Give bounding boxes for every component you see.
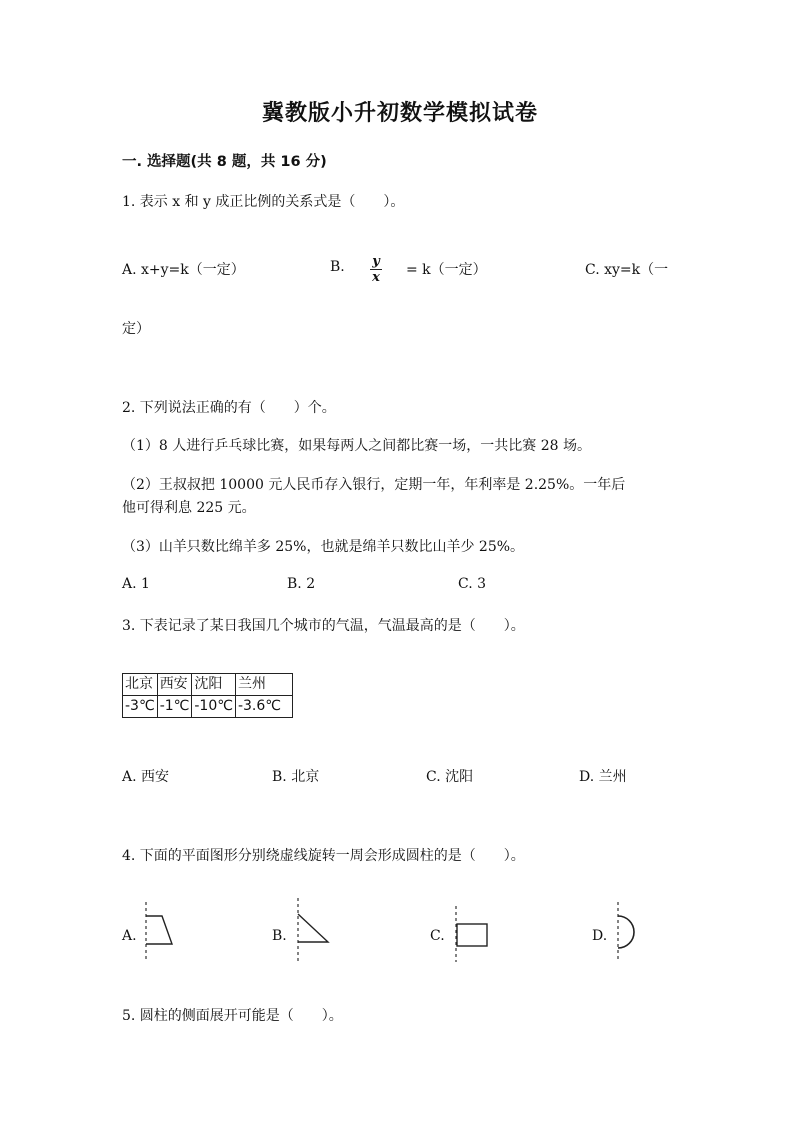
table-value-cell: -1℃: [157, 696, 192, 718]
table-header-cell: 西安: [157, 674, 192, 696]
table-value-cell: -3.6℃: [235, 696, 292, 718]
right-triangle-figure: [290, 896, 334, 964]
table-header-cell: 北京: [123, 674, 158, 696]
question-1-stem: 1. 表示 x 和 y 成正比例的关系式是（ ）。: [122, 194, 405, 210]
trapezoid-figure: [140, 900, 180, 964]
section-heading: 一. 选择题(共 8 题，共 16 分): [122, 154, 327, 170]
table-value-cell: -3℃: [123, 696, 158, 718]
fraction-denominator: x: [372, 270, 380, 285]
question-3-stem: 3. 下表记录了某日我国几个城市的气温，气温最高的是（ ）。: [122, 618, 525, 634]
question-5-stem: 5. 圆柱的侧面展开可能是（ ）。: [122, 1008, 343, 1024]
table-header-row: [123, 674, 293, 696]
table-header-cell: 沈阳: [192, 674, 236, 696]
question-1-option-b-text: = k（一定）: [406, 262, 487, 278]
question-4-option-c: C.: [430, 928, 445, 944]
question-2-stem: 2. 下列说法正确的有（ ）个。: [122, 400, 336, 416]
question-1-option-b-label: B.: [330, 259, 345, 275]
fraction-numerator: y: [372, 254, 380, 269]
table-value-row: [123, 696, 293, 718]
semicircle-figure: [612, 900, 642, 964]
rectangle-figure: [450, 904, 492, 964]
table-value-cell: -10℃: [192, 696, 236, 718]
question-3-option-b: B. 北京: [272, 769, 320, 785]
question-2-option-c: C. 3: [458, 576, 487, 592]
question-1-option-c-line2: 定）: [122, 321, 150, 337]
question-2-option-a: A. 1: [122, 576, 150, 592]
question-2-statement-3: （3）山羊只数比绵羊多 25%，也就是绵羊只数比山羊少 25%。: [122, 539, 525, 555]
question-1-option-b-fraction: [370, 255, 382, 284]
question-4-option-b: B.: [272, 928, 287, 944]
question-3-option-a: A. 西安: [122, 769, 170, 785]
question-3-option-d: D. 兰州: [579, 769, 627, 785]
temperature-table: [122, 673, 293, 718]
question-2-option-b: B. 2: [287, 576, 316, 592]
question-4-option-a: A.: [122, 928, 137, 944]
question-2-statement-1: （1）8 人进行乒乓球比赛，如果每两人之间都比赛一场，一共比赛 28 场。: [122, 438, 591, 454]
question-3-option-c: C. 沈阳: [426, 769, 474, 785]
page-title: 冀教版小升初数学模拟试卷: [261, 101, 538, 126]
question-4-stem: 4. 下面的平面图形分别绕虚线旋转一周会形成圆柱的是（ ）。: [122, 848, 525, 864]
table-header-cell: 兰州: [235, 674, 292, 696]
question-2-statement-2-line1: （2）王叔叔把 10000 元人民币存入银行，定期一年，年利率是 2.25%。一年后: [122, 477, 626, 493]
question-4-option-d: D.: [592, 928, 608, 944]
question-2-statement-2-line2: 他可得利息 225 元。: [122, 500, 256, 516]
question-1-option-a: A. x+y=k（一定）: [122, 262, 245, 278]
question-1-option-c-line1: C. xy=k（一: [585, 262, 669, 278]
